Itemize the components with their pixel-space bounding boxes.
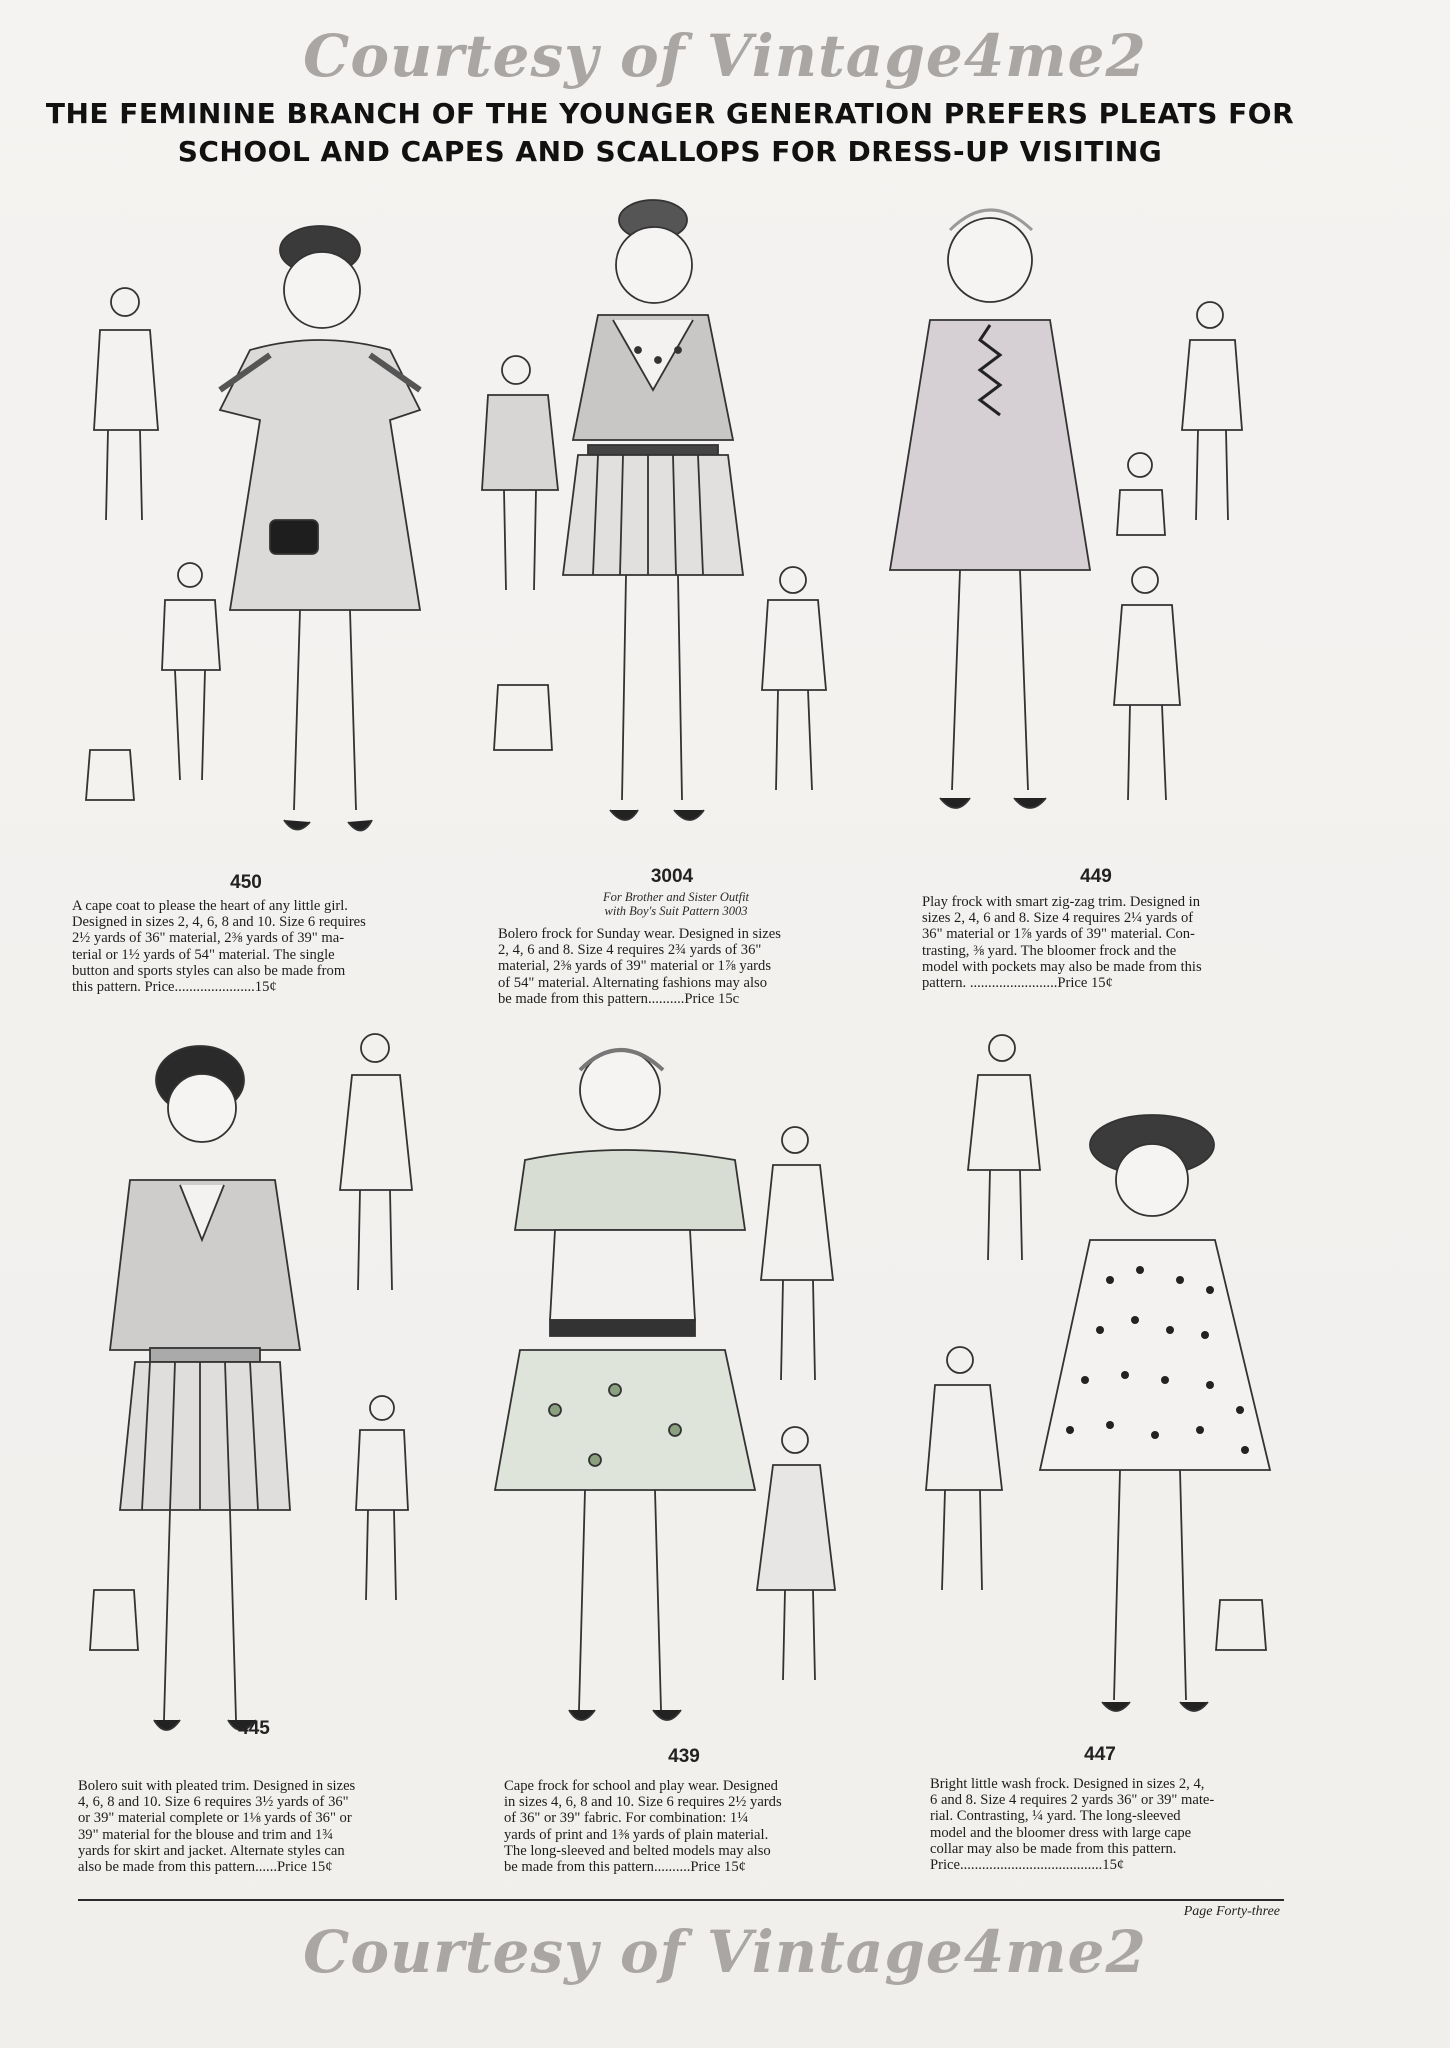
desc-line: rial. Contrasting, ¼ yard. The long-sleeved bbox=[930, 1808, 1181, 1825]
headline-line-2: SCHOOL AND CAPES AND SCALLOPS FOR DRESS-UP VISITING bbox=[177, 135, 1163, 168]
desc-line: Price.......................................15¢ bbox=[930, 1857, 1125, 1874]
desc-line: model and the bloomer dress with large cape bbox=[930, 1824, 1192, 1841]
illustration-439-cape-frock bbox=[495, 1030, 875, 1740]
desc-line: in sizes 4, 6, 8 and 10. Size 6 requires 2½ yards bbox=[504, 1794, 782, 1811]
pattern-description-439 bbox=[504, 1778, 864, 1875]
illustration-447-wash-frock bbox=[890, 1030, 1280, 1740]
desc-line: 6 and 8. Size 4 requires 2 yards 36" or 39" mate- bbox=[930, 1792, 1215, 1809]
desc-line: this pattern. Price......................15¢ bbox=[72, 979, 277, 996]
note-line-2: with Boy's Suit Pattern 3003 bbox=[604, 904, 748, 918]
pattern-number-3004: 3004 bbox=[650, 866, 694, 887]
headline-line-1: THE FEMININE BRANCH OF THE YOUNGER GENERATION PREFERS PLEATS FOR bbox=[45, 97, 1295, 130]
desc-line: Play frock with smart zig-zag trim. Designed in bbox=[922, 894, 1201, 910]
desc-line: of 54" material. Alternating fashions may also bbox=[498, 974, 767, 991]
pattern-description-445 bbox=[78, 1778, 438, 1875]
desc-line: Bright little wash frock. Designed in sizes 2, 4, bbox=[930, 1776, 1205, 1792]
page-headline bbox=[40, 95, 1300, 171]
desc-line: sizes 2, 4, 6 and 8. Size 4 requires 2¼ yards of bbox=[922, 910, 1194, 927]
footer-rule bbox=[78, 1899, 1284, 1901]
desc-line: Designed in sizes 2, 4, 6, 8 and 10. Size 6 requires bbox=[72, 914, 366, 931]
desc-line: The long-sleeved and belted models may also bbox=[504, 1842, 771, 1859]
page-number: Page Forty-three bbox=[1183, 1904, 1280, 1919]
watermark-top: Courtesy of Vintage4me2 bbox=[303, 22, 1147, 90]
desc-line: 2, 4, 6 and 8. Size 4 requires 2¾ yards of 36" bbox=[498, 942, 762, 959]
desc-line: be made from this pattern..........Price 15c bbox=[498, 990, 740, 1007]
desc-line: Bolero frock for Sunday wear. Designed in sizes bbox=[498, 926, 781, 942]
desc-line: Bolero suit with pleated trim. Designed in sizes bbox=[78, 1778, 356, 1794]
desc-line: terial or 1½ yards of 54" material. The single bbox=[72, 946, 335, 963]
desc-line: yards of print and 1⅜ yards of plain material. bbox=[504, 1826, 769, 1843]
desc-line: pattern. ........................Price 15¢ bbox=[922, 975, 1113, 992]
pattern-number-450: 450 bbox=[230, 872, 262, 893]
desc-line: of 36" or 39" fabric. For combination: 1¼ bbox=[504, 1810, 749, 1827]
desc-line: trasting, ⅜ yard. The bloomer frock and the bbox=[922, 942, 1177, 959]
desc-line: yards for skirt and jacket. Alternate styles can bbox=[78, 1842, 345, 1859]
desc-line: A cape coat to please the heart of any little girl. bbox=[72, 898, 348, 914]
illustration-449-play-frock bbox=[890, 190, 1280, 860]
pattern-number-449: 449 bbox=[1080, 866, 1112, 887]
pattern-description-3004 bbox=[498, 926, 858, 1007]
desc-line: be made from this pattern..........Price 15¢ bbox=[504, 1859, 746, 1876]
desc-line: or 39" material complete or 1⅛ yards of 36" or bbox=[78, 1810, 352, 1827]
watermark-bottom: Courtesy of Vintage4me2 bbox=[303, 1918, 1147, 1986]
desc-line: button and sports styles can also be made from bbox=[72, 962, 346, 979]
pattern-number-445: 445 bbox=[238, 1718, 270, 1739]
desc-line: 39" material for the blouse and trim and 1¾ bbox=[78, 1826, 334, 1843]
illustration-3004-bolero-frock bbox=[478, 190, 878, 860]
desc-line: 2½ yards of 36" material, 2⅜ yards of 39" ma- bbox=[72, 930, 345, 947]
desc-line: also be made from this pattern......Price 15¢ bbox=[78, 1859, 333, 1876]
note-line-1: For Brother and Sister Outfit bbox=[602, 890, 750, 904]
pattern-3004-note bbox=[516, 890, 836, 918]
pattern-number-447: 447 bbox=[1084, 1744, 1116, 1765]
desc-line: collar may also be made from this pattern. bbox=[930, 1840, 1177, 1857]
pattern-description-449 bbox=[922, 894, 1282, 991]
illustration-450-cape-coat bbox=[70, 190, 450, 860]
desc-line: material, 2⅜ yards of 39" material or 1⅞ yards bbox=[498, 958, 772, 975]
desc-line: 36" material or 1⅞ yards of 39" material. Con- bbox=[922, 926, 1195, 943]
illustration-445-bolero-suit bbox=[90, 1030, 450, 1740]
desc-line: Cape frock for school and play wear. Designed bbox=[504, 1778, 778, 1794]
desc-line: model with pockets may also be made from this bbox=[922, 958, 1202, 975]
desc-line: 4, 6, 8 and 10. Size 6 requires 3½ yards of 36" bbox=[78, 1794, 349, 1811]
pattern-number-439: 439 bbox=[668, 1746, 700, 1767]
pattern-description-450 bbox=[72, 898, 432, 995]
pattern-description-447 bbox=[930, 1776, 1290, 1873]
